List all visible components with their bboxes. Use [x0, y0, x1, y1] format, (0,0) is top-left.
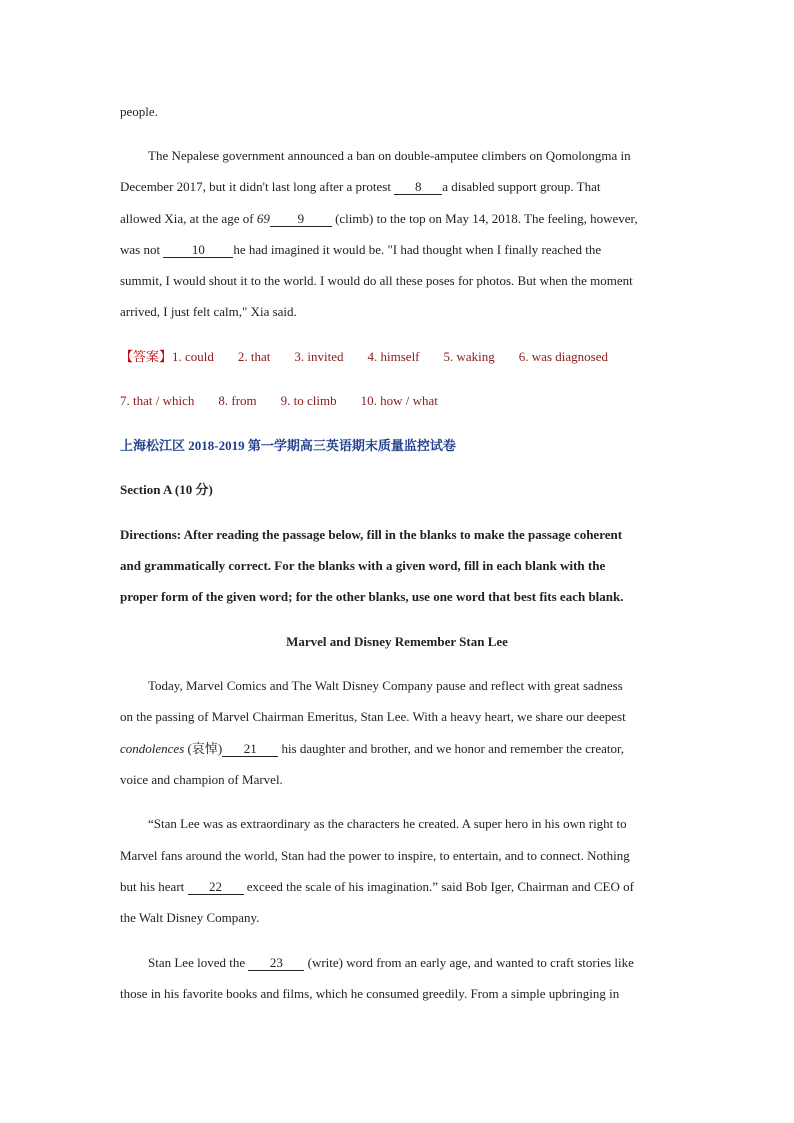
- answer-item: 1. could: [172, 349, 214, 364]
- text-line: the Walt Disney Company.: [120, 910, 260, 925]
- text-line: [120, 242, 601, 258]
- text-line: [120, 211, 638, 227]
- answer-item: 3. invited: [294, 349, 344, 364]
- text-span: he had imagined it would be. "I had thought when I finally reached the: [233, 242, 602, 257]
- text-line: [120, 879, 634, 895]
- text-line: [120, 179, 600, 195]
- text-line: The Nepalese government announced a ban on double-amputee climbers on Qomolongma in: [148, 148, 631, 163]
- text-line: Marvel fans around the world, Stan had the power to inspire, to entertain, and to connect. Nothing: [120, 848, 630, 863]
- answer-item: 8. from: [218, 393, 257, 408]
- blank-23: 23: [248, 956, 304, 971]
- text-line: voice and champion of Marvel.: [120, 772, 283, 787]
- answer-item: 2. that: [237, 349, 271, 364]
- answer-item: 6. was diagnosed: [518, 349, 608, 364]
- text-span: was not: [120, 242, 164, 257]
- text-span: but his heart: [120, 879, 188, 894]
- blank-21: 21: [222, 742, 278, 757]
- text-line: [120, 741, 624, 757]
- text-line: arrived, I just felt calm," Xia said.: [120, 304, 297, 319]
- text-span: (climb) to the top on May 14, 2018. The feeling, however,: [331, 211, 638, 226]
- text-span: (write) word from an early age, and wanted to craft stories like: [304, 955, 634, 970]
- blank-22: 22: [188, 880, 244, 895]
- text-line: Today, Marvel Comics and The Walt Disney Company pause and reflect with great sadness: [148, 678, 623, 693]
- blank-9: 9: [270, 212, 332, 227]
- directions-line: proper form of the given word; for the other blanks, use one word that best fits each blank.: [120, 589, 624, 604]
- text-span: his daughter and brother, and we honor and remember the creator,: [278, 741, 625, 756]
- blank-10: 10: [163, 243, 233, 258]
- answer-item: 9. to climb: [280, 393, 337, 408]
- text-line: summit, I would shout it to the world. I would do all these poses for photos. But when the moment: [120, 273, 633, 288]
- answer-item: 10. how / what: [360, 393, 438, 408]
- text-span: Stan Lee loved the: [148, 955, 249, 970]
- passage-title: Marvel and Disney Remember Stan Lee: [286, 634, 508, 649]
- text-line: people.: [120, 104, 158, 119]
- text-line: [148, 955, 634, 971]
- exam-title: 上海松江区 2018-2019 第一学期高三英语期末质量监控试卷: [120, 438, 456, 453]
- text-span: December 2017, but it didn't last long after a protest: [120, 179, 395, 194]
- text-line: “Stan Lee was as extraordinary as the characters he created. A super hero in his own right to: [148, 816, 627, 831]
- answer-line-2: [120, 393, 438, 409]
- text-span: a disabled support group. That: [442, 179, 601, 194]
- blank-8: 8: [394, 180, 442, 195]
- text-line: those in his favorite books and films, which he consumed greedily. From a simple upbringing in: [120, 986, 620, 1001]
- directions-line: Directions: After reading the passage below, fill in the blanks to make the passage coherent: [120, 527, 623, 542]
- italic-word: condolences: [120, 741, 185, 756]
- section-heading: Section A (10 分): [120, 482, 213, 497]
- text-span: exceed the scale of his imagination.” said Bob Iger, Chairman and CEO of: [243, 879, 634, 894]
- text-span: (哀悼): [184, 741, 223, 756]
- answer-item: 4. himself: [367, 349, 420, 364]
- text-line: on the passing of Marvel Chairman Emeritus, Stan Lee. With a heavy heart, we share our deepest: [120, 709, 626, 724]
- answer-line-1: [120, 349, 608, 365]
- answer-label: 【答案】: [120, 349, 173, 364]
- text-span: allowed Xia, at the age of: [120, 211, 257, 226]
- directions-line: and grammatically correct. For the blanks with a given word, fill in each blank with the: [120, 558, 606, 573]
- answer-item: 5. waking: [443, 349, 495, 364]
- age-value: 69: [256, 211, 270, 226]
- answer-item: 7. that / which: [120, 393, 195, 408]
